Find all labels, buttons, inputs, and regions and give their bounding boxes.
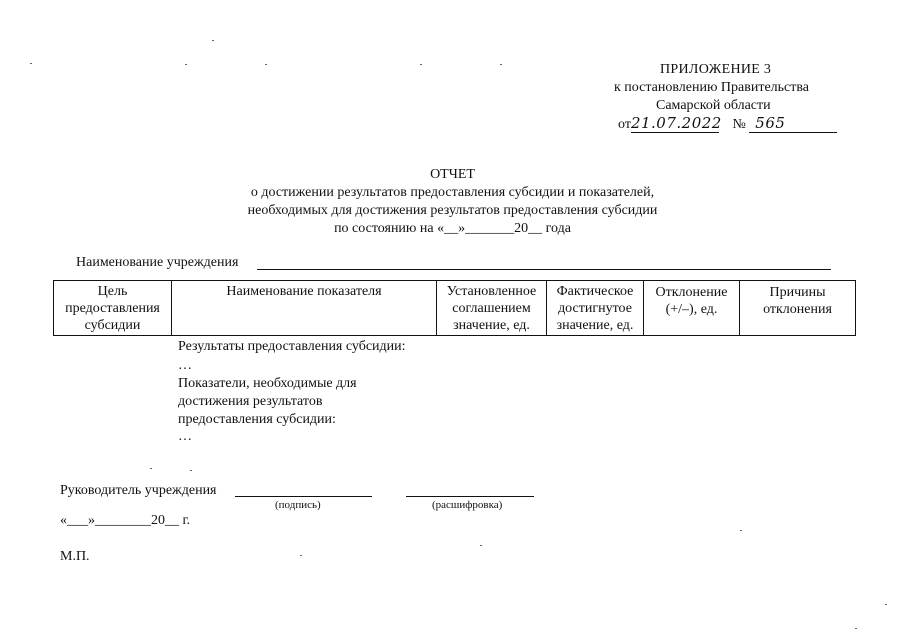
signature-field[interactable] [235, 496, 372, 497]
report-subtitle-line-3: по состоянию на «__»_______20__ года [334, 221, 571, 236]
appendix-region-line: Самарской области [656, 98, 771, 113]
institution-name-field[interactable] [257, 269, 831, 270]
scan-speck [480, 545, 482, 546]
scan-speck [265, 64, 267, 65]
scan-speck [420, 64, 422, 65]
signature-label: Руководитель учреждения [60, 483, 217, 498]
report-heading: ОТЧЕТ [430, 167, 475, 182]
results-ellipsis: … [178, 358, 192, 373]
indicators-label: Показатели, необходимые для достижения результатов предоставления субсидии: [178, 376, 357, 427]
decoding-caption: (расшифровка) [432, 499, 503, 511]
indicators-ellipsis: … [178, 429, 192, 444]
scan-speck [740, 530, 742, 531]
scan-speck [212, 40, 214, 41]
column-header-actual-value: Фактическое достигнутое значение, ед. [547, 281, 644, 336]
column-header-indicator-name: Наименование показателя [172, 281, 437, 336]
column-header-deviation-reasons: Причины отклонения [740, 281, 856, 336]
report-subtitle-line-1: о достижении результатов предоставления субсидии и показателей, [250, 185, 655, 200]
signature-decoding-field[interactable] [406, 496, 534, 497]
report-table [53, 280, 856, 336]
appendix-date-prefix: от [618, 117, 631, 132]
scan-speck [885, 604, 887, 605]
stamp-placeholder: М.П. [60, 549, 90, 564]
appendix-title: ПРИЛОЖЕНИЕ 3 [660, 62, 772, 77]
column-header-deviation: Отклонение (+/–), ед. [644, 281, 740, 336]
appendix-number-prefix: № [732, 117, 746, 132]
report-subtitle-line-2: необходимых для достижения результатов предоставления субсидии [247, 203, 658, 218]
appendix-date-row [618, 114, 837, 133]
scan-speck [30, 63, 32, 64]
institution-label: Наименование учреждения [76, 255, 239, 270]
appendix-number-value: 565 [749, 114, 837, 133]
results-label: Результаты предоставления субсидии: [178, 339, 406, 354]
appendix-date-value: 21.07.2022 [630, 114, 722, 132]
scan-speck [855, 628, 857, 629]
column-header-goal: Цель предоставления субсидии [54, 281, 172, 336]
scan-speck [150, 468, 152, 469]
scan-speck [500, 64, 502, 65]
date-line: «___»________20__ г. [60, 513, 191, 528]
scan-speck [190, 470, 192, 471]
table-header-row [54, 281, 856, 336]
column-header-target-value: Установленное соглашением значение, ед. [437, 281, 547, 336]
appendix-decree-line: к постановлению Правительства [614, 80, 810, 95]
scan-speck [300, 555, 302, 556]
scan-speck [185, 64, 187, 65]
signature-caption: (подпись) [275, 499, 321, 511]
